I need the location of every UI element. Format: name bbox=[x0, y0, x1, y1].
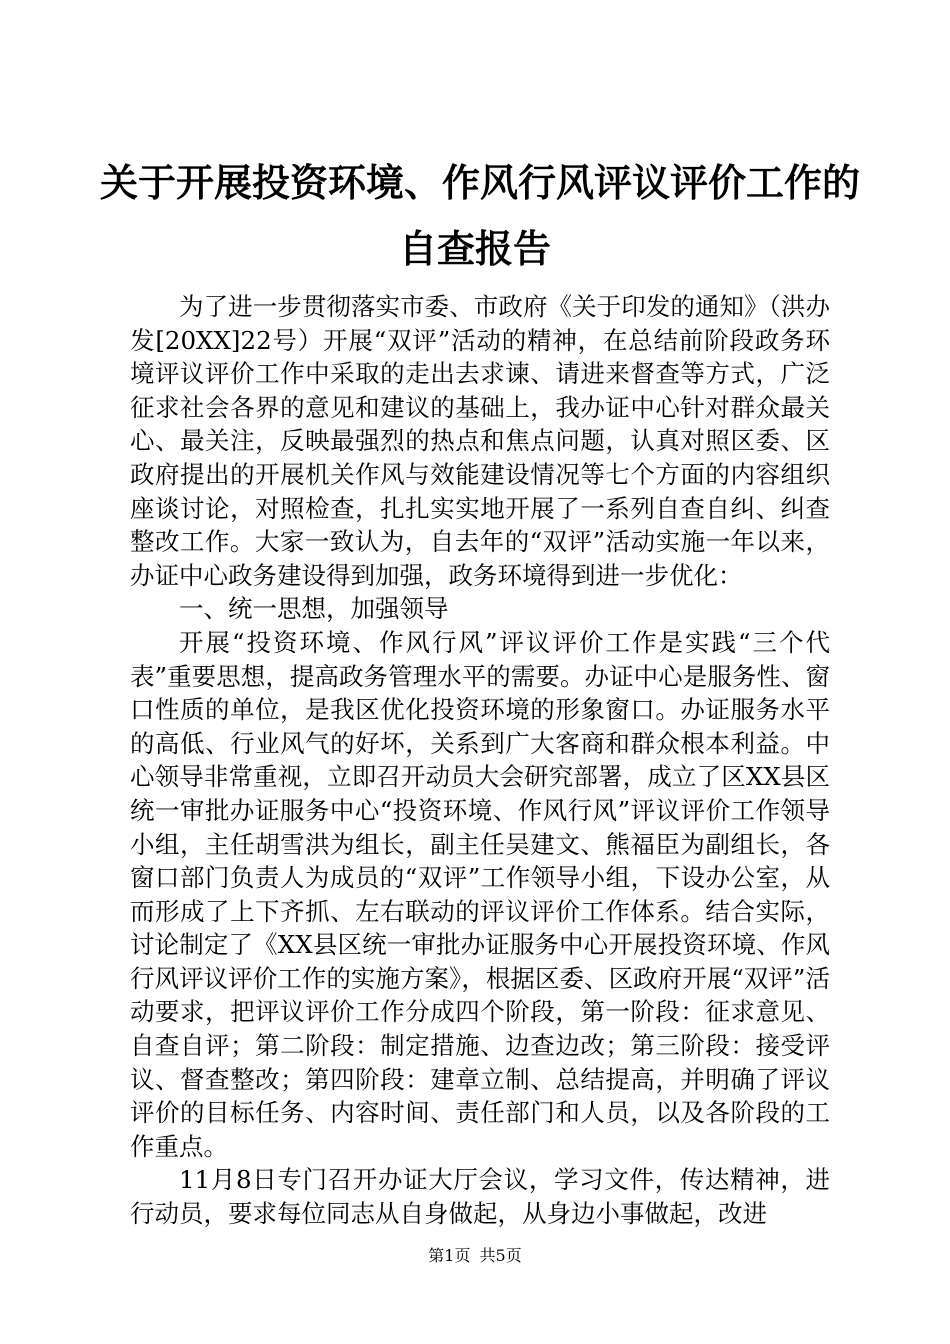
title-line-2: 自查报告 bbox=[398, 227, 551, 271]
page-footer bbox=[0, 1246, 950, 1266]
title-line-1: 关于开展投资环境、作风行风评议评价工作的 bbox=[100, 161, 861, 205]
document-body bbox=[130, 290, 830, 1231]
document-title bbox=[100, 150, 861, 282]
paragraph-intro: 为了进一步贯彻落实市委、市政府《关于印发的通知》（洪办发[20XX]22号）开展“双评”活动的精神，在总结前阶段政务环境评议评价工作中采取的走出去求谏、请进来督查等方式，广泛征求社会各界的意见和建议的基础上，我办证中心针对群众最关心、最关注，反映最强烈的热点和焦点问题，认真对照区委、区政府提出的开展机关作风与效能建设情况等七个方面的内容组织座谈讨论，对照检查，扎扎实实地开展了一系列自查自纠、纠查整改工作。大家一致认为，自去年的“双评”活动实施一年以来，办证中心政务建设得到加强，政务环境得到进一步优化： bbox=[130, 292, 830, 590]
paragraph-nov-8: 11月8日专门召开办证大厅会议，学习文件，传达精神，进行动员，要求每位同志从自身做起，从身边小事做起，改进 bbox=[130, 1165, 830, 1229]
page-number: 第1页 bbox=[428, 1246, 471, 1265]
paragraph-section-1: 开展“投资环境、作风行风”评议评价工作是实践“三个代表”重要思想，提高政务管理水平的需要。办证中心是服务性、窗口性质的单位，是我区优化投资环境的形象窗口。办证服务水平的高低、行业风气的好坏，关系到广大客商和群众根本利益。中心领导非常重视，立即召开动员大会研究部署，成立了区XX县区统一审批办证服务中心“投资环境、作风行风”评议评价工作领导小组，主任胡雪洪为组长，副主任吴建文、熊福臣为副组长，各窗口部门负责人为成员的“双评”工作领导小组，下设办公室，从而形成了上下齐抓、左右联动的评议评价工作体系。结合实际，讨论制定了《XX县区统一审批办证服务中心开展投资环境、作风行风评议评价工作的实施方案》，根据区委、区政府开展“双评”活动要求，把评议评价工作分成四个阶段，第一阶段：征求意见、自查自评；第二阶段：制定措施、边查边改；第三阶段：接受评议、督查整改；第四阶段：建章立制、总结提高，并明确了评议评价的目标任务、内容时间、责任部门和人员，以及各阶段的工作重点。 bbox=[130, 627, 830, 1161]
page-total: 共5页 bbox=[479, 1246, 522, 1265]
section-heading-1: 一、统一思想，加强领导 bbox=[179, 594, 449, 624]
